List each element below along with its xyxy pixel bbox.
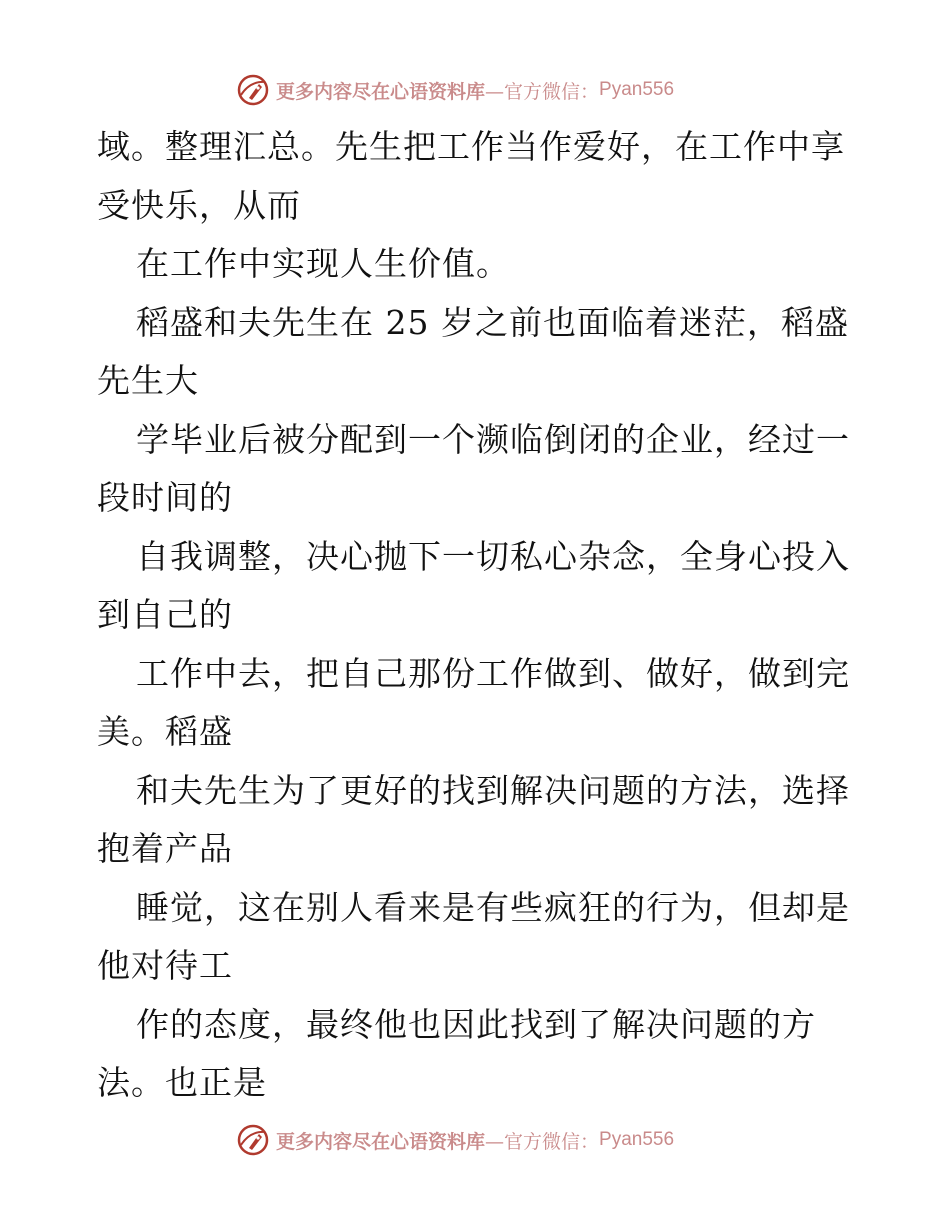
text-line: 抱着产品 [97,829,233,868]
text-line: 在工作中实现人生价值。 [136,244,510,283]
text-line: 自我调整，决心抛下一切私心杂念，全身心投入 [136,537,850,576]
watermark-site-text: 更多内容尽在心语资料库 [276,80,486,103]
text-line: 他对待工 [97,946,233,985]
pen-nib-logo-icon [236,1123,270,1157]
watermark-wechat-id: Pyan556 [599,79,675,100]
watermark-wechat-id: Pyan556 [599,1129,675,1150]
text-line: 先生大 [97,361,199,400]
text-line: 到自己的 [97,595,233,634]
text-line: 法。也正是 [97,1063,267,1102]
text-line: 段时间的 [97,478,233,517]
text-line: 美。稻盛 [97,712,233,751]
watermark-wechat-label: —官方微信： [485,1130,600,1153]
watermark-wechat-label: —官方微信： [485,80,600,103]
watermark-header [236,72,674,108]
text-line: 学毕业后被分配到一个濒临倒闭的企业，经过一 [136,420,850,459]
text-line: 工作中去，把自己那份工作做到、做好，做到完 [136,654,850,693]
text-line: 稻盛和夫先生在 25 岁之前也面临着迷茫，稻盛 [136,303,849,342]
text-line: 作的态度，最终他也因此找到了解决问题的方 [136,1005,816,1044]
text-line: 睡觉，这在别人看来是有些疯狂的行为，但却是 [136,888,850,927]
text-line: 域。整理汇总。先生把工作当作爱好，在工作中享 [97,127,845,166]
pen-nib-logo-icon [236,73,270,107]
watermark-site-text: 更多内容尽在心语资料库 [276,1130,486,1153]
text-line: 和夫先生为了更好的找到解决问题的方法，选择 [136,771,850,810]
text-line: 受快乐，从而 [97,186,301,225]
watermark-footer [236,1122,674,1158]
